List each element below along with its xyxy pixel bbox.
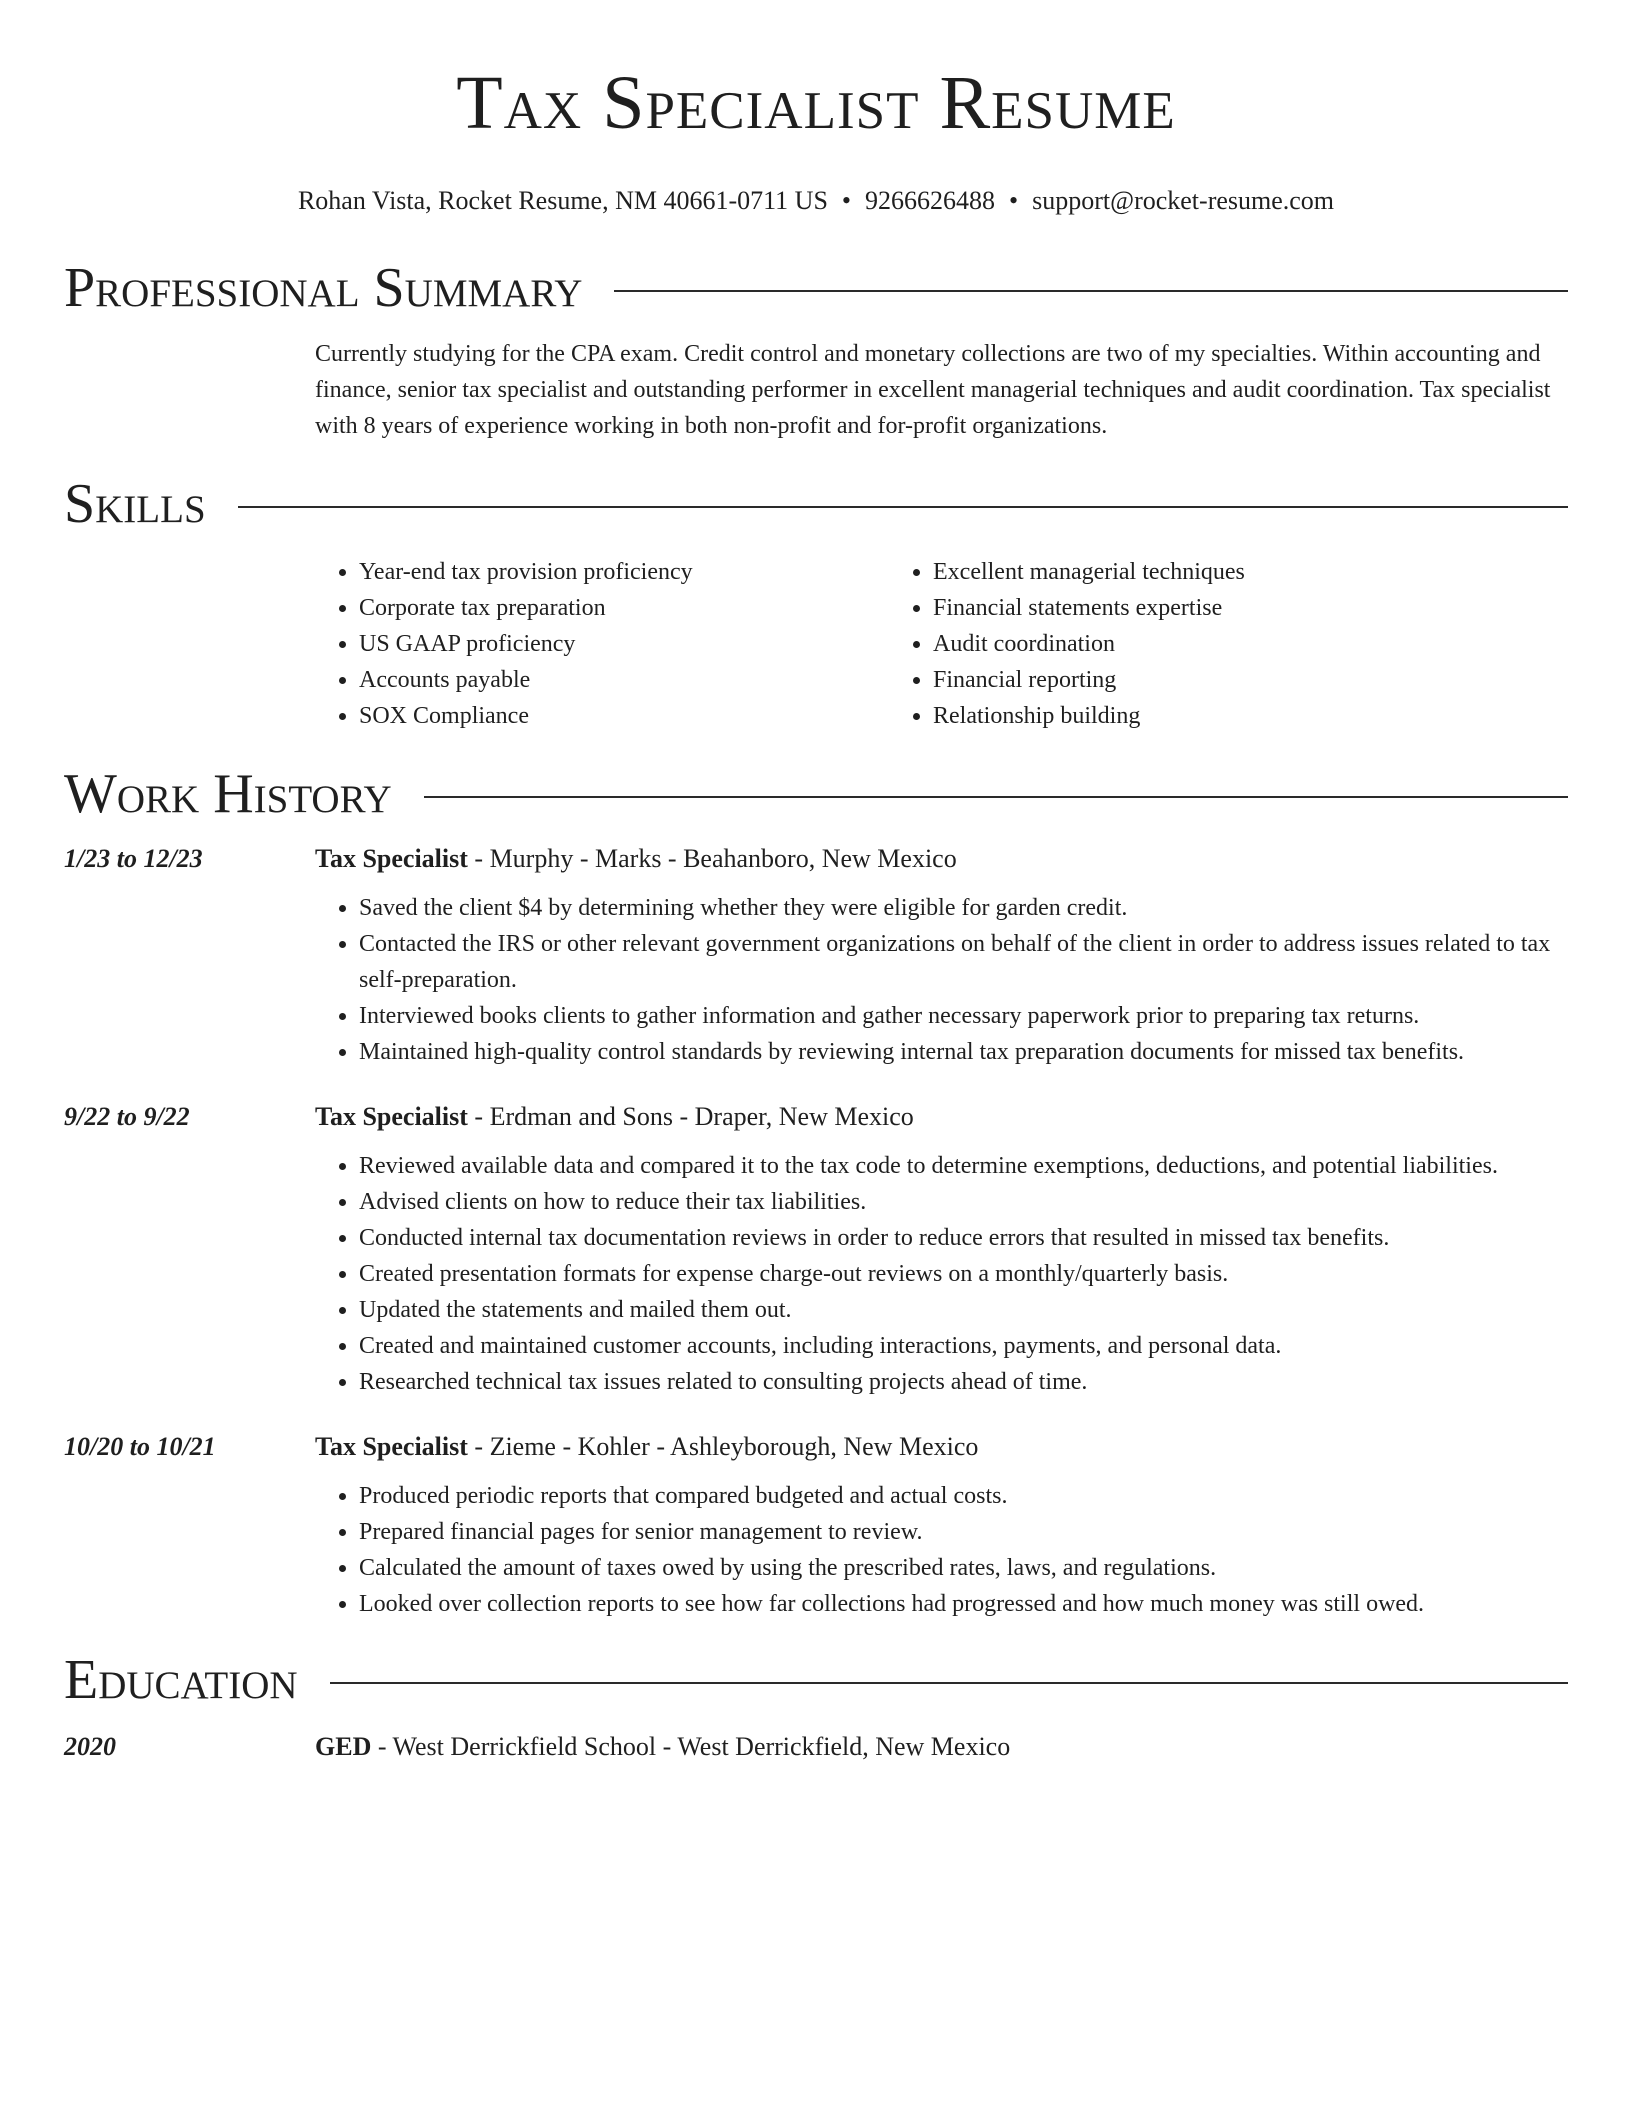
education-heading: Education	[64, 1649, 298, 1711]
skill-item: • SOX Compliance	[359, 698, 889, 734]
work-section-header	[64, 762, 1568, 826]
contact-separator: •	[1009, 186, 1019, 215]
job-title: Tax Specialist	[315, 1102, 468, 1131]
section-divider	[238, 506, 1568, 508]
job-bullet: • Updated the statements and mailed them out.	[359, 1292, 1568, 1328]
section-divider	[614, 290, 1568, 292]
skill-item: • Accounts payable	[359, 662, 889, 698]
summary-text: Currently studying for the CPA exam. Credit control and monetary collections are two of my specialties. Within accounting and finance, senior tax specialist and outstanding performer in excellent managerial techniques and audit coordination. Tax specialist with 8 years of experience working in both non-profit and for-profit organizations.	[315, 341, 1551, 439]
document-title: Tax Specialist Resume	[456, 61, 1176, 145]
skill-item: • Relationship building	[933, 698, 1449, 734]
job-bullet: • Researched technical tax issues related to consulting projects ahead of time.	[359, 1364, 1568, 1400]
job-bullet: • Conducted internal tax documentation reviews in order to reduce errors that resulted in missed tax benefits.	[359, 1220, 1568, 1256]
contact-separator: •	[841, 186, 852, 215]
skills-section-header	[64, 472, 1568, 536]
job-title: Tax Specialist	[315, 844, 468, 873]
job-entry	[64, 1430, 1568, 1622]
job-bullet: • Contacted the IRS or other relevant government organizations on behalf of the client in order to address issues related to tax self-preparation.	[359, 926, 1568, 998]
section-divider	[424, 796, 1568, 798]
job-bullet: • Calculated the amount of taxes owed by using the prescribed rates, laws, and regulations.	[359, 1550, 1568, 1586]
job-dates: 1/23 to 12/23	[64, 844, 203, 873]
job-bullet: • Prepared financial pages for senior management to review.	[359, 1514, 1568, 1550]
job-entry	[64, 1100, 1568, 1400]
summary-section-header	[64, 256, 1568, 320]
job-bullet: • Maintained high-quality control standards by reviewing internal tax preparation documents for missed tax benefits.	[359, 1034, 1568, 1070]
skill-item: • US GAAP proficiency	[359, 626, 889, 662]
education-section-header	[64, 1648, 1568, 1712]
education-heading-line	[315, 1730, 1568, 1764]
job-bullet: • Reviewed available data and compared it to the tax code to determine exemptions, deductions, and potential liabilities.	[359, 1148, 1568, 1184]
contact-phone: 9266626488	[865, 186, 996, 215]
skill-item: • Excellent managerial techniques	[933, 554, 1449, 590]
job-details: - Erdman and Sons - Draper, New Mexico	[467, 1102, 914, 1131]
summary-heading: Professional Summary	[64, 257, 583, 319]
skills-heading: Skills	[64, 473, 206, 535]
contact-line	[64, 186, 1568, 216]
job-bullet: • Created presentation formats for expense charge-out reviews on a monthly/quarterly basis.	[359, 1256, 1568, 1292]
contact-address: Rohan Vista, Rocket Resume, NM 40661-0711 US	[297, 186, 828, 215]
skill-item: • Financial statements expertise	[933, 590, 1449, 626]
skill-item: • Year-end tax provision proficiency	[359, 554, 889, 590]
job-bullet: • Created and maintained customer accounts, including interactions, payments, and personal data.	[359, 1328, 1568, 1364]
job-bullet: • Looked over collection reports to see how far collections had progressed and how much money was still owed.	[359, 1586, 1568, 1622]
job-bullets	[315, 890, 1568, 1070]
job-details: - Murphy - Marks - Beahanboro, New Mexico	[467, 844, 957, 873]
skill-item: • Financial reporting	[933, 662, 1449, 698]
job-dates: 10/20 to 10/21	[64, 1432, 216, 1461]
education-degree: GED	[315, 1732, 372, 1761]
skills-block	[64, 536, 1568, 734]
job-bullet: • Saved the client $4 by determining whether they were eligible for garden credit.	[359, 890, 1568, 926]
job-details: - Zieme - Kohler - Ashleyborough, New Mexico	[467, 1432, 979, 1461]
job-bullet: • Advised clients on how to reduce their tax liabilities.	[359, 1184, 1568, 1220]
skill-item: • Corporate tax preparation	[359, 590, 889, 626]
skill-item: • Audit coordination	[933, 626, 1449, 662]
job-heading	[315, 842, 1568, 876]
job-dates: 9/22 to 9/22	[64, 1102, 190, 1131]
education-details: - West Derrickfield School - West Derrickfield, New Mexico	[371, 1732, 1011, 1761]
skills-list-right	[889, 554, 1449, 734]
job-bullets	[315, 1478, 1568, 1622]
education-entry	[64, 1730, 1568, 1764]
job-heading	[315, 1100, 1568, 1134]
skills-list-left	[315, 554, 889, 734]
job-bullets	[315, 1148, 1568, 1400]
job-bullet: • Produced periodic reports that compared budgeted and actual costs.	[359, 1478, 1568, 1514]
job-heading	[315, 1430, 1568, 1464]
contact-email: support@rocket-resume.com	[1032, 186, 1335, 215]
work-heading: Work History	[64, 763, 392, 825]
summary-block	[64, 336, 1568, 444]
education-year: 2020	[64, 1732, 116, 1761]
section-divider	[330, 1682, 1568, 1684]
job-entry	[64, 842, 1568, 1070]
job-title: Tax Specialist	[315, 1432, 468, 1461]
job-bullet: • Interviewed books clients to gather information and gather necessary paperwork prior to preparing tax returns.	[359, 998, 1568, 1034]
